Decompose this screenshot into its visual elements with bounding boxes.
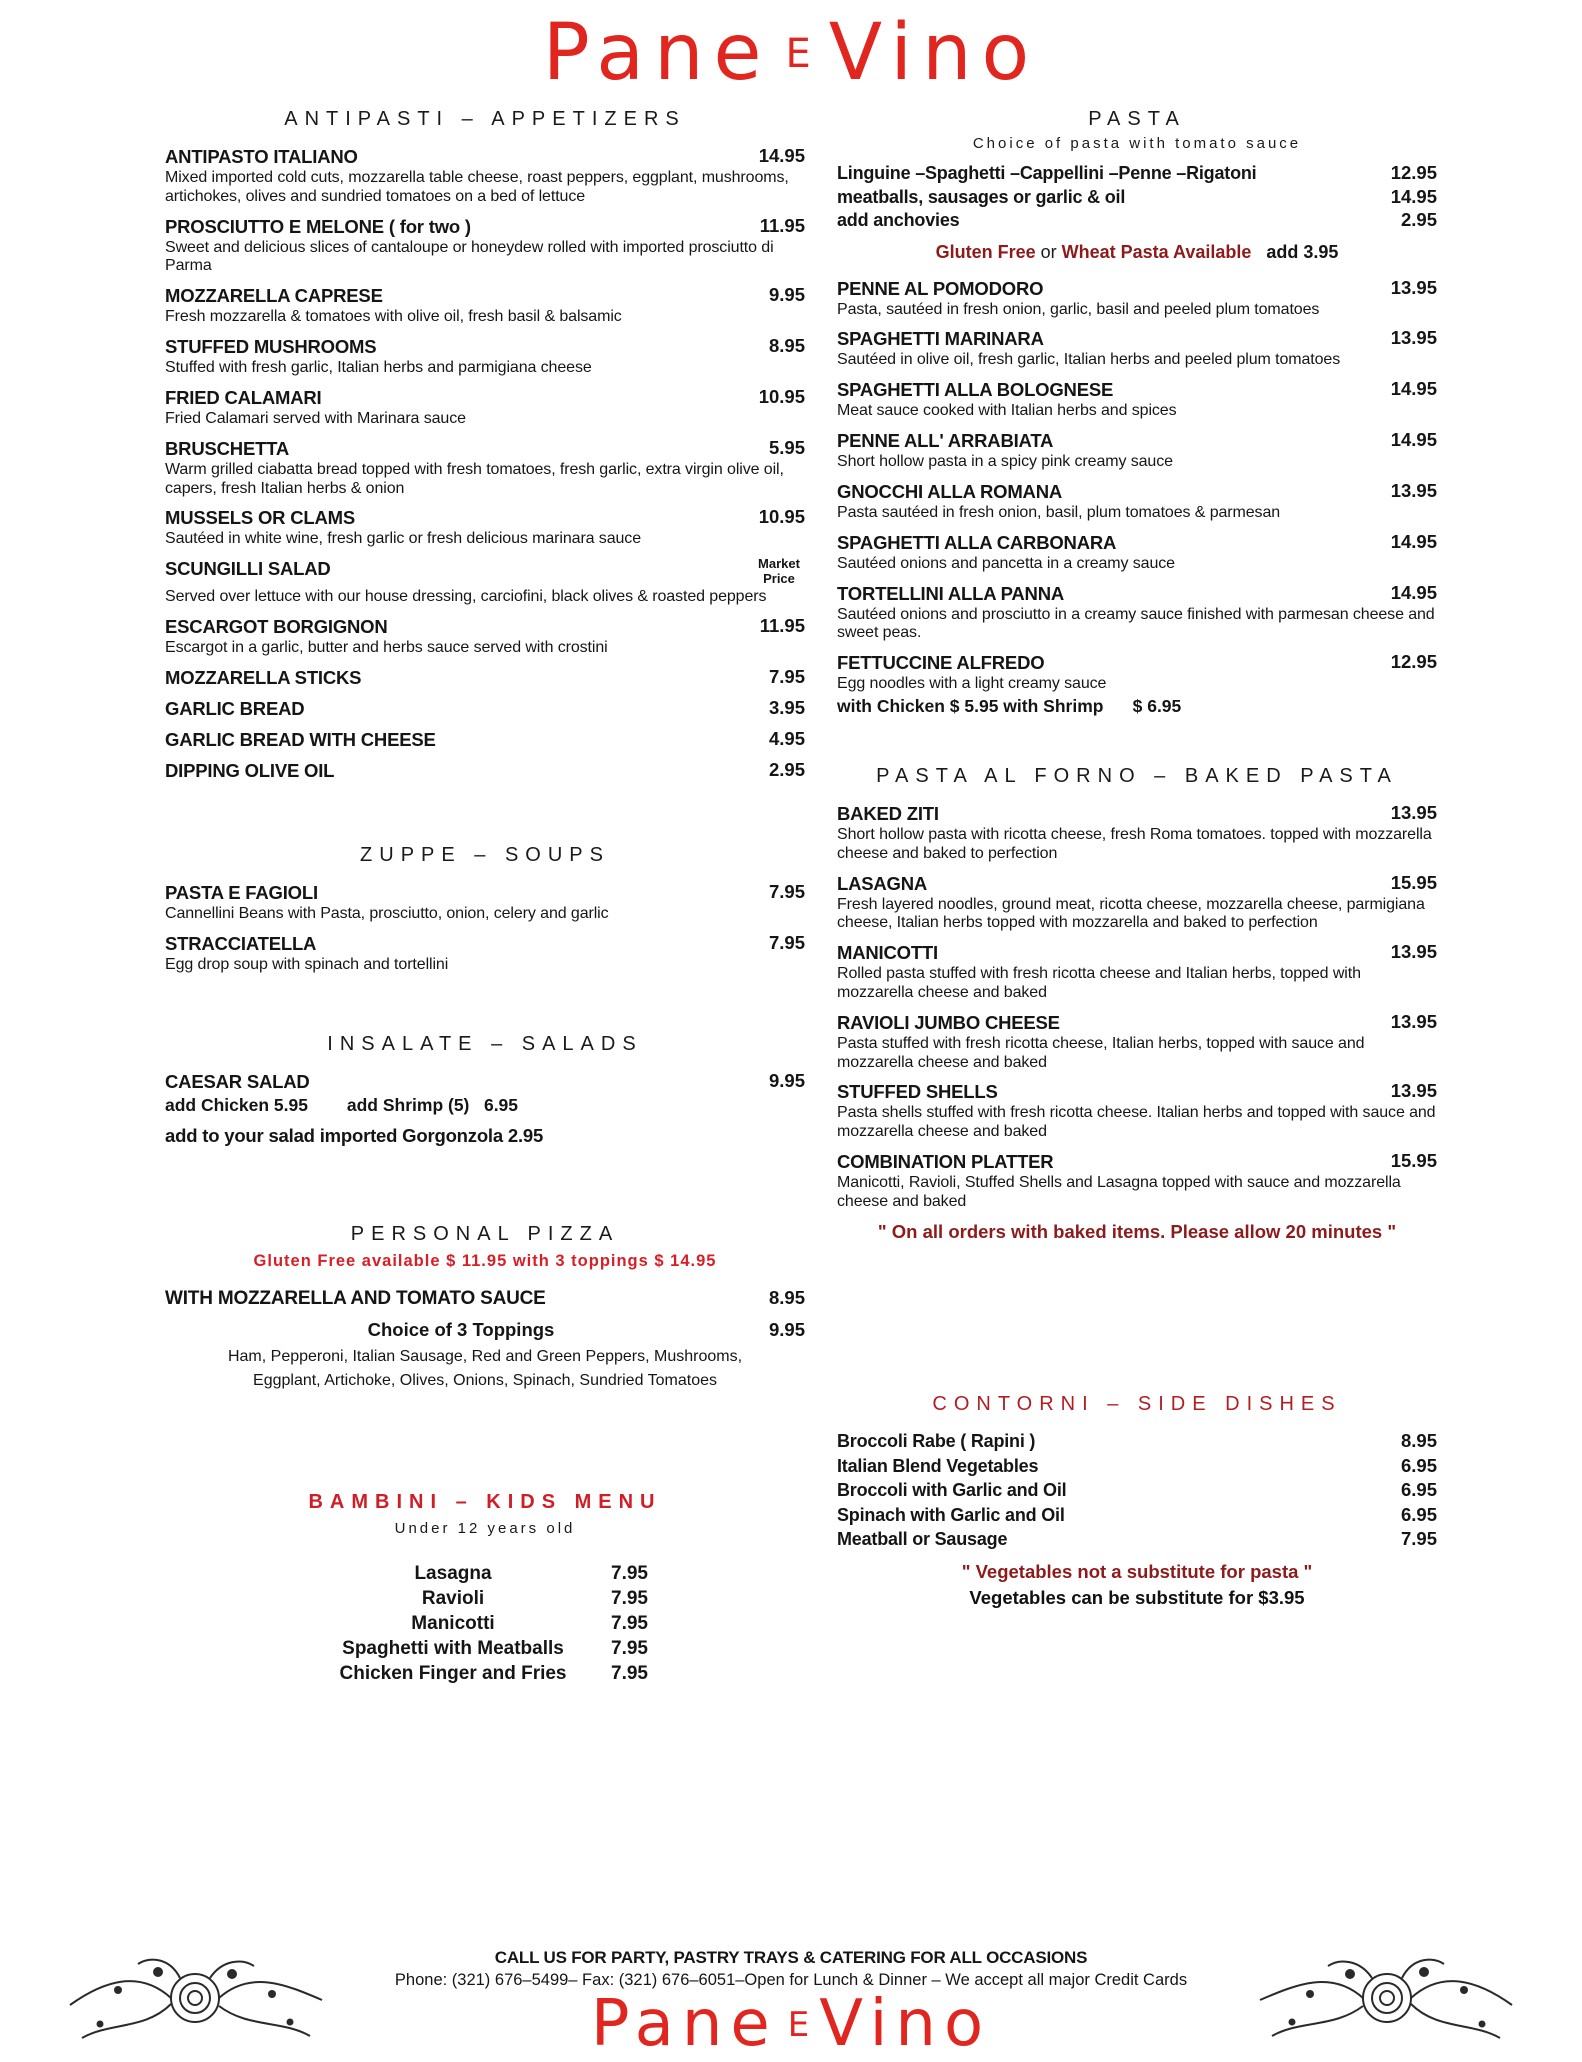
menu-item	[165, 437, 805, 499]
menu-item-price: 13.95	[1390, 941, 1437, 963]
menu-item-price: 2.95	[768, 758, 805, 780]
menu-item-name: RAVIOLI JUMBO CHEESE	[837, 1011, 1060, 1033]
menu-item-price: 13.95	[1390, 1080, 1437, 1102]
pizza-base-item	[165, 1287, 805, 1311]
menu-item-head	[837, 162, 1437, 185]
menu-item-name: MANICOTTI	[837, 942, 938, 964]
menu-item-head	[837, 1528, 1437, 1551]
menu-item-desc: Egg noodles with a light creamy sauce	[837, 675, 1107, 693]
section-pasta-al-forno	[837, 765, 1437, 1243]
menu-item-price: 6.95	[1400, 1503, 1437, 1525]
menu-item	[837, 1504, 1437, 1527]
menu-item-name: Lasagna	[414, 1562, 492, 1584]
menu-item-head	[837, 872, 1437, 895]
menu-item	[837, 1430, 1437, 1453]
menu-item-price: 6.95	[1400, 1479, 1437, 1501]
menu-item-desc: Meat sauce cooked with Italian herbs and spices	[837, 402, 1177, 420]
menu-item-price: 13.95	[1390, 276, 1437, 298]
menu-item-name: TORTELLINI ALLA PANNA	[837, 582, 1065, 604]
pasta-choice-rows	[837, 162, 1437, 232]
menu-item-name: ESCARGOT BORGIGNON	[165, 615, 388, 637]
vegetables-note-black: Vegetables can be substitute for $3.95	[969, 1586, 1305, 1608]
menu-item	[165, 666, 805, 689]
menu-item-price: 7.95	[1400, 1528, 1437, 1550]
pasta-forno-title: PASTA AL FORNO – BAKED PASTA	[876, 764, 1398, 787]
menu-item-head	[837, 480, 1437, 503]
contorni-items	[837, 1430, 1437, 1551]
menu-item	[165, 145, 805, 207]
logo-e-text: E	[787, 2005, 810, 2045]
menu-item-name: FRIED CALAMARI	[165, 386, 322, 408]
menu-item	[837, 327, 1437, 370]
menu-item-name: DIPPING OLIVE OIL	[165, 759, 335, 781]
menu-item-price: 15.95	[1390, 871, 1437, 893]
menu-item-head	[165, 284, 805, 307]
menu-item-desc: Fresh mozzarella & tomatoes with olive oil, fresh basil & balsamic	[165, 308, 622, 326]
menu-item-desc: Sautéed in olive oil, fresh garlic, Italian herbs and peeled plum tomatoes	[837, 351, 1341, 369]
menu-item-price: 8.95	[768, 1286, 805, 1308]
menu-item-price: 8.95	[768, 334, 805, 356]
menu-item-name: PASTA E FAGIOLI	[165, 882, 318, 903]
menu-item-head	[837, 378, 1437, 401]
menu-item-head	[165, 335, 805, 358]
pizza-toppings-line2: Eggplant, Artichoke, Olives, Onions, Spinach, Sundried Tomatoes	[253, 1371, 717, 1389]
menu-item-desc: Sweet and delicious slices of cantaloupe or honeydew rolled with imported prosciutto di Parma	[165, 238, 774, 275]
pasta-subtitle: Choice of pasta with tomato sauce	[972, 135, 1302, 152]
menu-item-price: 7.95	[611, 1637, 648, 1659]
menu-item-price: 8.95	[1400, 1430, 1437, 1452]
menu-item-head	[837, 651, 1437, 674]
menu-item-head	[837, 531, 1437, 554]
menu-item-desc: Mixed imported cold cuts, mozzarella table cheese, roast peppers, eggplant, mushrooms, artichokes, olives and sundried tomatoes on a bed of lettuce	[165, 169, 789, 205]
menu-item-name: add to your salad imported Gorgonzola 2.95	[165, 1124, 544, 1146]
kids-menu-item	[295, 1638, 675, 1660]
menu-item-price: 14.95	[1390, 530, 1437, 552]
menu-item-price: 12.95	[1390, 651, 1437, 673]
menu-item-desc: Pasta stuffed with fresh ricotta cheese, Italian herbs, topped with sauce and mozzarella cheese and baked	[837, 1034, 1365, 1071]
menu-item-head	[837, 1479, 1437, 1502]
menu-columns	[165, 108, 1538, 1688]
zuppe-items	[165, 881, 805, 975]
menu-item	[165, 881, 805, 924]
menu-item-name: Broccoli with Garlic and Oil	[837, 1480, 1067, 1501]
menu-item	[165, 284, 805, 327]
menu-item-price: 7.95	[768, 931, 805, 953]
menu-item-desc: Warm grilled ciabatta bread topped with fresh tomatoes, fresh garlic, extra virgin olive oil, capers, fresh Italian herbs & onion	[165, 460, 784, 497]
menu-item-price: 2.95	[1400, 209, 1437, 230]
menu-item-head	[165, 506, 805, 529]
pizza-toppings-line1: Ham, Pepperoni, Italian Sausage, Red and Green Peppers, Mushrooms,	[227, 1347, 743, 1365]
menu-item-desc: Short hollow pasta with ricotta cheese, fresh Roma tomatoes. topped with mozzarella cheese and baked to perfection	[837, 826, 1432, 862]
logo-e-text: E	[785, 31, 815, 77]
pasta-forno-items	[837, 802, 1437, 1211]
kids-menu-item	[295, 1563, 675, 1585]
baked-items-note: " On all orders with baked items. Please allow 20 minutes "	[877, 1221, 1397, 1243]
menu-item-name: add anchovies	[837, 210, 960, 230]
floral-ornament-right-icon	[1252, 1950, 1522, 2050]
menu-item-price: 13.95	[1390, 801, 1437, 823]
antipasti-title: ANTIPASTI – APPETIZERS	[284, 108, 686, 130]
menu-item	[837, 531, 1437, 574]
insalate-title: INSALATE – SALADS	[327, 1032, 643, 1055]
menu-item-desc: Sautéed onions and pancetta in a creamy sauce	[837, 554, 1175, 572]
menu-item-name: Manicotti	[411, 1612, 495, 1634]
menu-item-price: 7.95	[611, 1587, 648, 1609]
menu-item-head	[837, 1504, 1437, 1527]
menu-item	[837, 941, 1437, 1003]
menu-item-head	[837, 277, 1437, 300]
menu-item-desc: Rolled pasta stuffed with fresh ricotta cheese and Italian herbs, topped with mozzarella cheese and baked	[837, 965, 1361, 1001]
menu-item-head	[165, 759, 805, 782]
menu-item-name: Ravioli	[421, 1587, 485, 1609]
menu-item-name: MOZZARELLA CAPRESE	[165, 285, 383, 307]
menu-item	[837, 802, 1437, 864]
menu-item-head	[165, 1070, 805, 1093]
menu-item-name: PENNE ALL' ARRABIATA	[837, 430, 1054, 452]
menu-item-price: 11.95	[759, 614, 805, 636]
restaurant-logo	[0, 8, 1582, 98]
menu-item-head	[165, 557, 805, 587]
menu-item-price: 13.95	[1390, 479, 1437, 501]
section-antipasti	[165, 108, 805, 782]
menu-item-name: GARLIC BREAD	[165, 697, 305, 719]
menu-item-head	[837, 1150, 1437, 1173]
menu-item	[165, 1124, 805, 1147]
pasta-title: PASTA	[1088, 108, 1186, 130]
menu-item-name: SPAGHETTI ALLA BOLOGNESE	[837, 379, 1114, 401]
menu-item-price: 9.95	[768, 1069, 805, 1091]
menu-item-desc: Sautéed onions and prosciutto in a creamy sauce finished with parmesan cheese and sweet peas.	[837, 605, 1435, 642]
floral-ornament-left-icon	[60, 1950, 330, 2050]
menu-item-desc: Stuffed with fresh garlic, Italian herbs and parmigiana cheese	[165, 359, 592, 377]
menu-item-head	[837, 429, 1437, 452]
menu-item-head	[837, 1080, 1437, 1103]
menu-item-price: 15.95	[1390, 1149, 1437, 1171]
menu-item-head	[165, 215, 805, 238]
menu-item-name: STUFFED MUSHROOMS	[165, 335, 377, 357]
footer-catering-line: CALL US FOR PARTY, PASTRY TRAYS & CATERING FOR ALL OCCASIONS	[494, 1948, 1088, 1967]
menu-item-name: SCUNGILLI SALAD	[165, 558, 331, 580]
bambini-title: BAMBINI – KIDS MENU	[308, 1490, 662, 1513]
menu-item-price: 4.95	[768, 727, 805, 749]
menu-item-head	[837, 209, 1437, 232]
menu-item	[165, 1070, 805, 1116]
menu-item-head	[165, 728, 805, 751]
menu-item-name: Spinach with Garlic and Oil	[837, 1504, 1065, 1525]
menu-item	[837, 651, 1437, 717]
menu-item-name: MOZZARELLA STICKS	[165, 666, 362, 688]
menu-item-price: 9.95	[768, 284, 805, 306]
logo-vino-text: Vino	[828, 8, 1040, 98]
logo-pane-text: Pane	[542, 8, 772, 98]
gluten-or-text: or	[1035, 241, 1062, 262]
menu-item-name: MUSSELS OR CLAMS	[165, 507, 356, 529]
menu-item-head	[837, 802, 1437, 825]
menu-item	[165, 557, 805, 607]
menu-item-price: 5.95	[768, 436, 805, 458]
menu-item-name: LASAGNA	[837, 872, 928, 894]
menu-item-head	[837, 582, 1437, 605]
menu-item-name: Broccoli Rabe ( Rapini )	[837, 1431, 1036, 1452]
menu-item-name: GARLIC BREAD WITH CHEESE	[165, 728, 436, 750]
menu-item	[165, 759, 805, 782]
menu-item-name: Spaghetti with Meatballs	[342, 1637, 564, 1659]
menu-item-desc: Pasta, sautéed in fresh onion, garlic, basil and peeled plum tomatoes	[837, 300, 1320, 318]
menu-item-name: STUFFED SHELLS	[837, 1081, 998, 1103]
antipasti-items	[165, 145, 805, 782]
menu-item-head	[837, 1455, 1437, 1478]
menu-item-price: 14.95	[1390, 581, 1437, 603]
insalate-items	[165, 1070, 805, 1147]
menu-item-extra: add Chicken 5.95 add Shrimp (5) 6.95	[165, 1094, 519, 1115]
menu-column-left	[165, 108, 805, 1688]
menu-item-head	[165, 932, 805, 955]
menu-item	[165, 386, 805, 429]
menu-item-name: Italian Blend Vegetables	[837, 1455, 1039, 1476]
menu-item	[837, 429, 1437, 472]
menu-item-price: 10.95	[758, 385, 805, 407]
gluten-free-note	[837, 242, 1437, 263]
menu-item-price: 7.95	[611, 1562, 648, 1584]
menu-item-desc: Cannellini Beans with Pasta, prosciutto, onion, celery and garlic	[165, 905, 609, 923]
section-personal-pizza	[165, 1223, 805, 1391]
menu-item-name: PENNE AL POMODORO	[837, 277, 1044, 299]
menu-item	[837, 277, 1437, 320]
menu-item-head	[165, 386, 805, 409]
menu-item	[837, 1455, 1437, 1478]
menu-item	[837, 1528, 1437, 1551]
menu-item-name: STRACCIATELLA	[165, 932, 317, 954]
menu-item	[165, 932, 805, 975]
menu-item-name: WITH MOZZARELLA AND TOMATO SAUCE	[165, 1287, 546, 1309]
logo-vino-text: Vino	[819, 1987, 992, 2061]
pizza-title: PERSONAL PIZZA	[350, 1222, 620, 1245]
menu-item	[837, 378, 1437, 421]
menu-item-name: COMBINATION PLATTER	[837, 1150, 1054, 1172]
gluten-add-price: add 3.95	[1251, 241, 1339, 262]
menu-item-name: Chicken Finger and Fries	[339, 1662, 567, 1684]
menu-item-desc: Pasta shells stuffed with fresh ricotta cheese. Italian herbs and topped with sauce and mozzarella cheese and baked	[837, 1104, 1436, 1141]
menu-item-name: meatballs, sausages or garlic & oil	[837, 186, 1126, 207]
menu-item-name: SPAGHETTI ALLA CARBONARA	[837, 531, 1117, 553]
menu-item	[165, 506, 805, 549]
menu-item-desc: Escargot in a garlic, butter and herbs sauce served with crostini	[165, 638, 608, 656]
footer-contact-line: Phone: (321) 676–5499– Fax: (321) 676–6051–Open for Lunch & Dinner – We accept all major Credit Cards	[394, 1971, 1188, 1989]
menu-item-desc: Sautéed in white wine, fresh garlic or fresh delicious marinara sauce	[165, 530, 642, 548]
menu-item	[165, 728, 805, 751]
menu-item-price: 10.95	[758, 506, 805, 528]
menu-item	[837, 582, 1437, 644]
menu-item-name: PROSCIUTTO E MELONE ( for two )	[165, 215, 471, 237]
menu-item-desc: Fresh layered noodles, ground meat, ricotta cheese, mozzarella cheese, parmigiana cheese, Italian herbs topped with mozzarella and baked to perfection	[837, 895, 1425, 932]
menu-column-right	[837, 108, 1437, 1688]
kids-menu-item	[295, 1663, 675, 1685]
menu-item	[837, 1150, 1437, 1212]
vegetables-note-red: " Vegetables not a substitute for pasta "	[961, 1560, 1313, 1582]
kids-menu-item	[295, 1613, 675, 1635]
menu-item-head	[837, 186, 1437, 209]
menu-item-price: 7.95	[768, 665, 805, 687]
pasta-items	[837, 277, 1437, 717]
menu-item-head	[837, 1430, 1437, 1453]
menu-item	[837, 186, 1437, 209]
menu-item-price: 11.95	[759, 214, 805, 236]
menu-item-head	[837, 1011, 1437, 1034]
menu-item-head	[165, 666, 805, 689]
menu-item-desc: Short hollow pasta in a spicy pink creamy sauce	[837, 453, 1173, 471]
section-insalate	[165, 1033, 805, 1147]
menu-item-head	[165, 697, 805, 720]
kids-menu-item	[295, 1588, 675, 1610]
menu-item-head	[837, 941, 1437, 964]
menu-item	[837, 1011, 1437, 1073]
menu-item-price: 14.95	[1390, 378, 1437, 400]
menu-item-name: GNOCCHI ALLA ROMANA	[837, 480, 1063, 502]
menu-item-price: 7.95	[768, 881, 805, 902]
menu-item-desc: Served over lettuce with our house dressing, carciofini, black olives & roasted peppers	[165, 587, 767, 605]
menu-item-price: 6.95	[1400, 1454, 1437, 1476]
pizza-glutenfree-note: Gluten Free available $ 11.95 with 3 toppings $ 14.95	[253, 1251, 717, 1270]
menu-item	[165, 215, 805, 277]
menu-item-name: Meatball or Sausage	[837, 1529, 1008, 1550]
logo-pane-text: Pane	[590, 1987, 778, 2061]
menu-item-price: 3.95	[768, 696, 805, 718]
menu-item-price: 14.95	[1390, 185, 1437, 207]
menu-item	[165, 615, 805, 658]
menu-item	[165, 697, 805, 720]
menu-item-desc: Manicotti, Ravioli, Stuffed Shells and Lasagna topped with sauce and mozzarella cheese and baked	[837, 1173, 1401, 1210]
menu-item	[837, 1080, 1437, 1142]
menu-item	[165, 335, 805, 378]
gluten-free-text: Gluten Free	[935, 241, 1036, 262]
menu-item	[837, 209, 1437, 232]
menu-item	[837, 872, 1437, 934]
menu-item-name: CAESAR SALAD	[165, 1070, 310, 1092]
menu-item-name: Choice of 3 Toppings	[367, 1318, 555, 1340]
contorni-title: CONTORNI – SIDE DISHES	[932, 1393, 1342, 1416]
menu-item-head	[165, 1124, 805, 1147]
menu-item-price: 7.95	[611, 1662, 648, 1684]
menu-item-extra: with Chicken $ 5.95 with Shrimp $ 6.95	[837, 695, 1182, 716]
menu-item-desc: Egg drop soup with spinach and tortellini	[165, 955, 449, 973]
menu-item-head	[165, 881, 805, 904]
menu-item-head	[165, 1287, 805, 1311]
zuppe-title: ZUPPE – SOUPS	[360, 844, 610, 866]
section-zuppe	[165, 844, 805, 975]
menu-item-name: BAKED ZITI	[837, 802, 939, 824]
menu-item-desc: Fried Calamari served with Marinara sauce	[165, 409, 466, 427]
menu-item-name: ANTIPASTO ITALIANO	[165, 146, 358, 167]
menu-item	[837, 1479, 1437, 1502]
menu-item-head	[165, 437, 805, 460]
section-contorni	[837, 1393, 1437, 1609]
menu-item-price: 14.95	[1390, 429, 1437, 451]
wheat-pasta-text: Wheat Pasta Available	[1061, 241, 1252, 262]
menu-item	[837, 162, 1437, 185]
menu-item-desc: Pasta sautéed in fresh onion, basil, plum tomatoes & parmesan	[837, 504, 1281, 521]
menu-item-price-note: Market Price	[758, 556, 800, 586]
menu-item-name: BRUSCHETTA	[165, 437, 290, 459]
bambini-items	[295, 1563, 675, 1685]
menu-item-head	[837, 327, 1437, 350]
section-pasta	[837, 108, 1437, 717]
pizza-toppings-item	[165, 1319, 805, 1341]
menu-item-name: FETTUCCINE ALFREDO	[837, 652, 1045, 674]
section-bambini	[165, 1491, 805, 1685]
menu-item-price: 13.95	[1390, 1010, 1437, 1032]
menu-item-price: 7.95	[611, 1612, 648, 1634]
menu-item-price: 14.95	[758, 145, 805, 166]
menu-item-head	[165, 615, 805, 638]
menu-item-price: 13.95	[1390, 327, 1437, 349]
menu-item-name: SPAGHETTI MARINARA	[837, 328, 1044, 350]
bambini-subtitle: Under 12 years old	[394, 1519, 576, 1537]
menu-item-head	[165, 145, 805, 168]
menu-item	[837, 480, 1437, 523]
menu-item-name: Linguine –Spaghetti –Cappellini –Penne –Rigatoni	[837, 163, 1257, 183]
menu-item-price: 12.95	[1390, 162, 1437, 183]
menu-item-price: 9.95	[768, 1318, 805, 1340]
